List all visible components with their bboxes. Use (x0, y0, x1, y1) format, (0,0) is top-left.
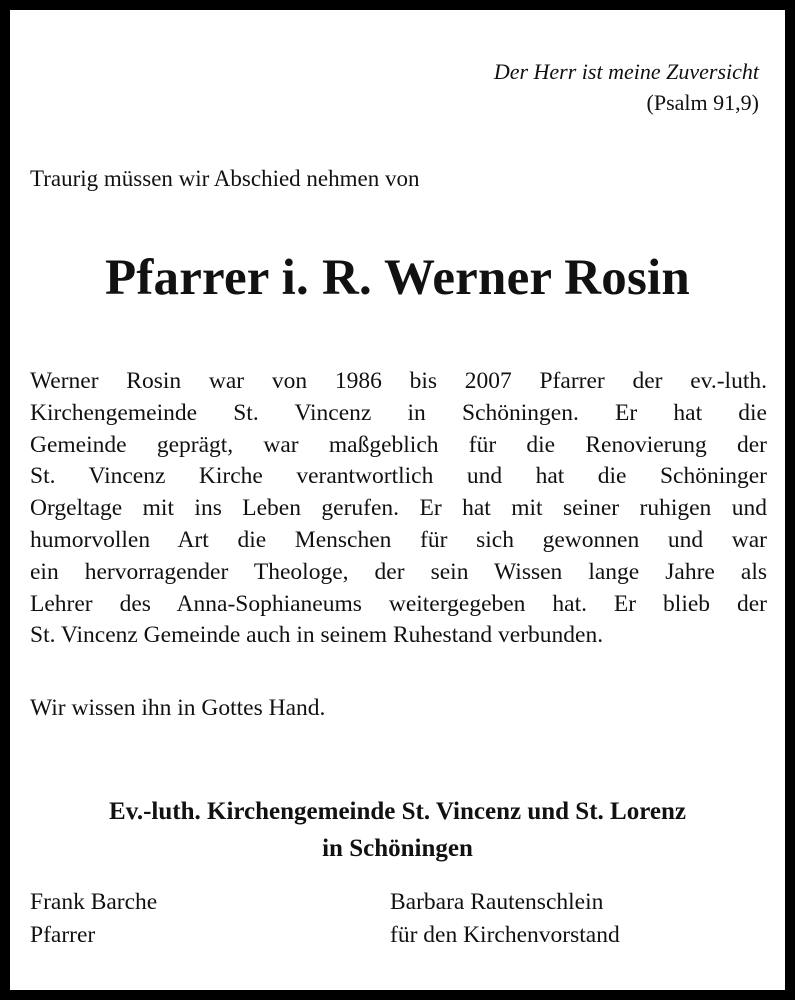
biography-line: St. Vincenz Gemeinde auch in seinem Ruhestand verbunden. (30, 622, 604, 649)
intro-text: Traurig müssen wir Abschied nehmen von (30, 166, 420, 191)
signer-pastor (30, 886, 157, 952)
biography-paragraph (30, 366, 767, 652)
bible-verse (494, 56, 759, 118)
biography-line: Werner Rosin war von 1986 bis 2007 Pfarrer der ev.-luth. (30, 368, 767, 394)
signer-board (390, 886, 620, 952)
biography-line: humorvollen Art die Menschen für sich gewonnen und war (30, 526, 767, 553)
biography-line: Kirchengemeinde St. Vincenz in Schöningen. Er hat die (30, 399, 767, 426)
signer-role: Pfarrer (30, 922, 96, 948)
biography-line: Orgeltage mit ins Leben gerufen. Er hat mit seiner ruhigen und (30, 495, 767, 522)
congregation-name-line2: in Schöningen (322, 835, 473, 862)
closing-statement: Wir wissen ihn in Gottes Hand. (30, 695, 326, 721)
biography-line: St. Vincenz Kirche verantwortlich und hat die Schöninger (30, 463, 767, 490)
signer-name: Frank Barche (30, 889, 158, 915)
verse-reference: (Psalm 91,9) (646, 90, 759, 115)
biography-line: Gemeinde geprägt, war maßgeblich für die Renovierung der (30, 431, 767, 458)
congregation-name-line1: Ev.-luth. Kirchengemeinde St. Vincenz und St. Lorenz (109, 798, 686, 825)
signer-role: für den Kirchenvorstand (390, 922, 620, 948)
biography-line: Lehrer des Anna-Sophianeums weitergegeben hat. Er blieb der (30, 590, 767, 617)
signer-name: Barbara Rautenschlein (390, 889, 604, 915)
deceased-name: Pfarrer i. R. Werner Rosin (104, 250, 690, 306)
verse-text: Der Herr ist meine Zuversicht (493, 59, 759, 84)
congregation-name (10, 793, 785, 867)
biography-line: ein hervorragender Theologe, der sein Wissen lange Jahre als (30, 558, 767, 585)
